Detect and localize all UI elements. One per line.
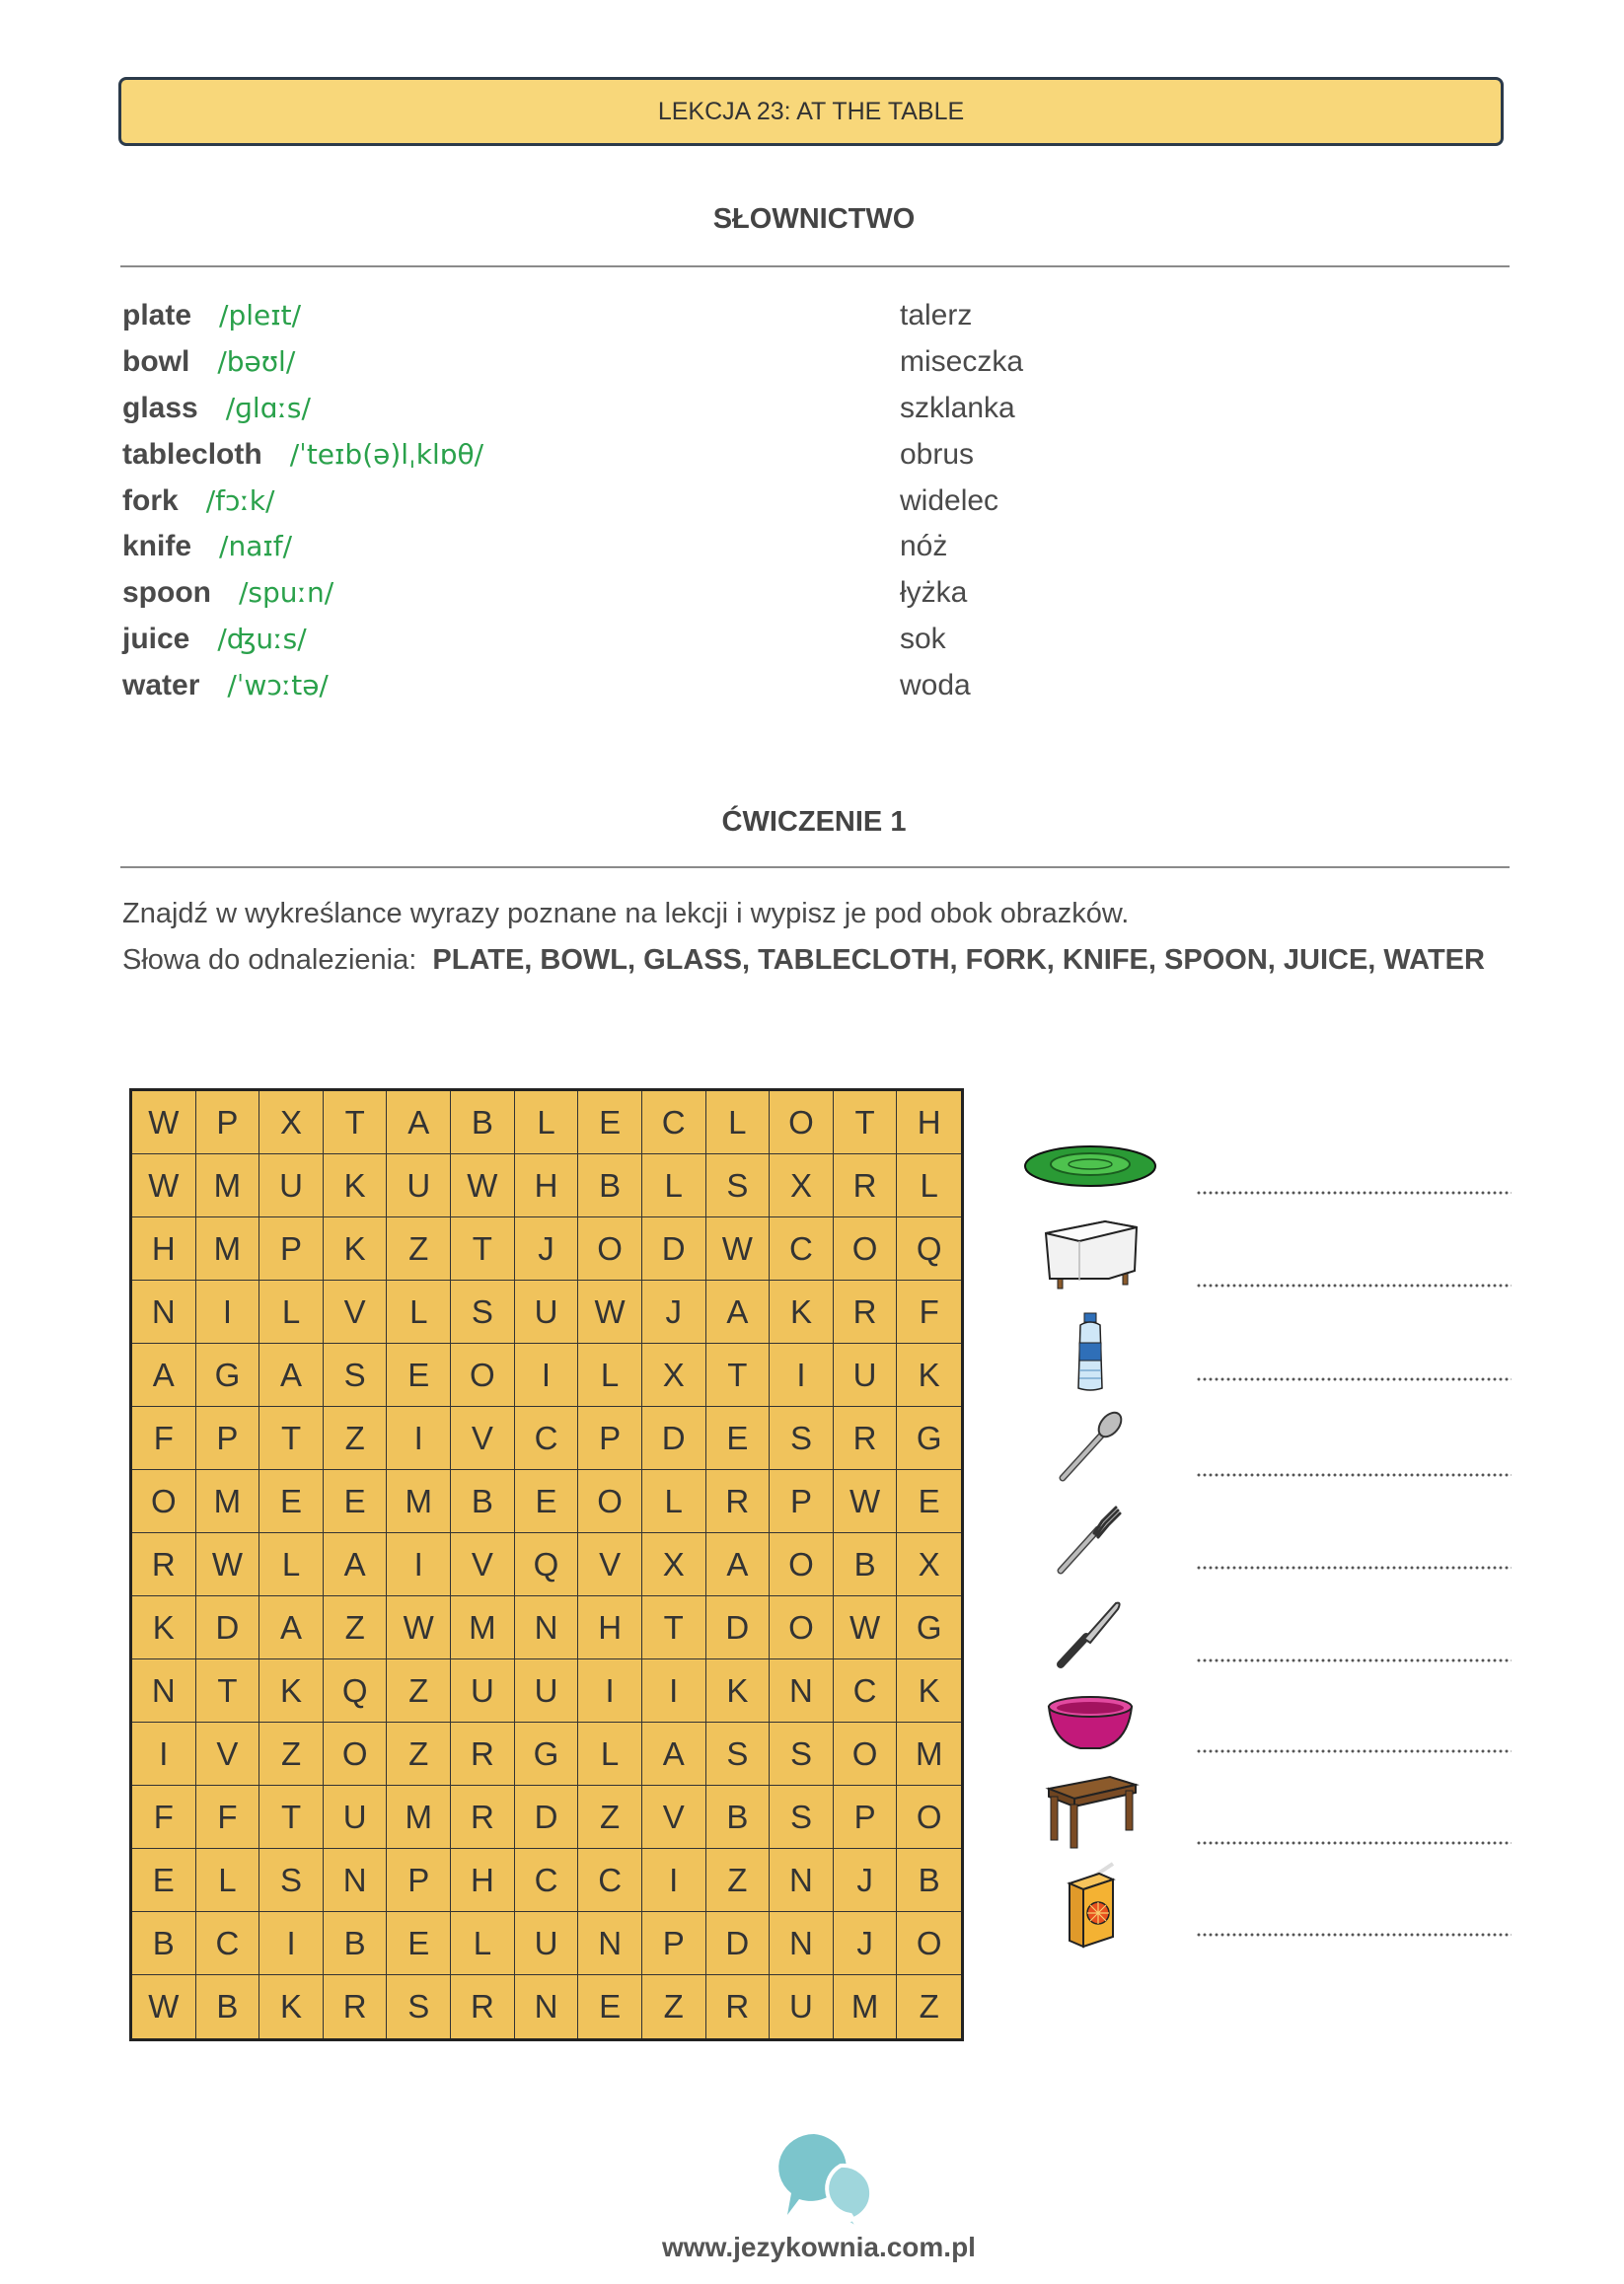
juice-box-icon <box>1016 1867 1164 1946</box>
grid-cell: N <box>515 1975 579 2038</box>
grid-cell: X <box>897 1533 961 1596</box>
grid-cell: Z <box>259 1723 324 1786</box>
grid-cell: T <box>451 1217 515 1281</box>
grid-cell: V <box>642 1786 706 1849</box>
grid-cell: M <box>196 1154 260 1217</box>
grid-cell: O <box>578 1470 642 1533</box>
plate-icon <box>1016 1125 1164 1204</box>
grid-cell: L <box>259 1533 324 1596</box>
grid-cell: W <box>196 1533 260 1596</box>
grid-cell: B <box>897 1849 961 1912</box>
vocab-ipa: /naɪf/ <box>219 530 293 562</box>
grid-cell: S <box>259 1849 324 1912</box>
grid-cell: K <box>897 1344 961 1407</box>
grid-cell: D <box>706 1596 771 1659</box>
grid-cell: V <box>451 1533 515 1596</box>
grid-cell: L <box>387 1281 451 1344</box>
grid-cell: O <box>897 1786 961 1849</box>
grid-cell: W <box>387 1596 451 1659</box>
grid-cell: G <box>897 1596 961 1659</box>
grid-cell: T <box>642 1596 706 1659</box>
grid-cell: G <box>196 1344 260 1407</box>
grid-cell: E <box>387 1912 451 1975</box>
grid-cell: C <box>770 1217 834 1281</box>
grid-cell: R <box>324 1975 388 2038</box>
grid-cell: A <box>259 1596 324 1659</box>
knife-icon <box>1016 1593 1164 1672</box>
grid-cell: I <box>578 1659 642 1723</box>
vocab-ipa: /spuːn/ <box>239 576 334 609</box>
grid-cell: L <box>642 1154 706 1217</box>
grid-cell: R <box>451 1723 515 1786</box>
grid-cell: H <box>515 1154 579 1217</box>
grid-cell: Z <box>324 1596 388 1659</box>
vocab-ipa: /pleɪt/ <box>219 299 302 332</box>
grid-cell: V <box>578 1533 642 1596</box>
exercise-title: ĆWICZENIE 1 <box>721 806 907 838</box>
grid-cell: C <box>578 1849 642 1912</box>
grid-cell: N <box>515 1596 579 1659</box>
grid-cell: C <box>196 1912 260 1975</box>
water-bottle-icon <box>1016 1312 1164 1391</box>
grid-cell: K <box>259 1975 324 2038</box>
grid-cell: N <box>132 1281 196 1344</box>
lesson-title: LEKCJA 23: AT THE TABLE <box>657 97 965 125</box>
grid-cell: X <box>259 1091 324 1154</box>
grid-cell: O <box>834 1217 898 1281</box>
grid-cell: B <box>834 1533 898 1596</box>
grid-cell: L <box>196 1849 260 1912</box>
fork-icon <box>1016 1500 1164 1579</box>
grid-cell: I <box>132 1723 196 1786</box>
grid-cell: M <box>196 1470 260 1533</box>
grid-cell: C <box>834 1659 898 1723</box>
grid-cell: I <box>515 1344 579 1407</box>
grid-cell: A <box>706 1281 771 1344</box>
grid-cell: E <box>578 1091 642 1154</box>
grid-cell: P <box>196 1091 260 1154</box>
exercise-instruction: Znajdź w wykreślance wyrazy poznane na lekcji i wypisz je pod obok obrazków. <box>122 898 1130 929</box>
grid-cell: D <box>706 1912 771 1975</box>
answer-line <box>1196 1840 1512 1846</box>
grid-cell: L <box>897 1154 961 1217</box>
grid-cell: U <box>834 1344 898 1407</box>
grid-cell: I <box>259 1912 324 1975</box>
grid-cell: Q <box>897 1217 961 1281</box>
grid-cell: X <box>770 1154 834 1217</box>
table-icon <box>1016 1771 1164 1850</box>
grid-cell: K <box>770 1281 834 1344</box>
grid-cell: O <box>324 1723 388 1786</box>
grid-cell: C <box>515 1407 579 1470</box>
grid-cell: X <box>642 1533 706 1596</box>
grid-cell: M <box>897 1723 961 1786</box>
grid-cell: I <box>642 1849 706 1912</box>
grid-cell: E <box>578 1975 642 2038</box>
grid-cell: F <box>196 1786 260 1849</box>
grid-cell: B <box>196 1975 260 2038</box>
grid-cell: U <box>451 1659 515 1723</box>
grid-cell: I <box>770 1344 834 1407</box>
grid-cell: S <box>706 1723 771 1786</box>
vocab-ipa: /ʤuːs/ <box>217 623 307 655</box>
grid-cell: R <box>706 1975 771 2038</box>
grid-cell: N <box>578 1912 642 1975</box>
grid-cell: Z <box>324 1407 388 1470</box>
grid-cell: N <box>770 1659 834 1723</box>
grid-cell: O <box>770 1596 834 1659</box>
grid-cell: O <box>132 1470 196 1533</box>
vocab-english: tablecloth <box>122 438 262 471</box>
answer-line <box>1196 1472 1512 1478</box>
vocab-polish: talerz <box>900 299 973 332</box>
grid-cell: B <box>451 1091 515 1154</box>
answer-line <box>1196 1283 1512 1289</box>
word-search-grid <box>129 1088 964 2041</box>
grid-cell: K <box>897 1659 961 1723</box>
grid-cell: A <box>324 1533 388 1596</box>
grid-cell: R <box>834 1281 898 1344</box>
grid-cell: L <box>259 1281 324 1344</box>
grid-cell: C <box>642 1091 706 1154</box>
grid-cell: U <box>515 1281 579 1344</box>
grid-cell: O <box>451 1344 515 1407</box>
grid-cell: Z <box>387 1659 451 1723</box>
vocab-english: bowl <box>122 345 190 378</box>
words-prefix: Słowa do odnalezienia: <box>122 944 417 976</box>
vocab-polish: widelec <box>900 484 999 517</box>
divider <box>120 866 1510 868</box>
grid-cell: M <box>834 1975 898 2038</box>
grid-cell: Z <box>387 1217 451 1281</box>
grid-cell: T <box>324 1091 388 1154</box>
vocab-item <box>122 389 311 428</box>
grid-cell: S <box>706 1154 771 1217</box>
grid-cell: E <box>324 1470 388 1533</box>
grid-cell: K <box>132 1596 196 1659</box>
divider <box>120 265 1510 267</box>
vocab-english: water <box>122 669 200 701</box>
answer-line <box>1196 1565 1512 1571</box>
grid-cell: S <box>451 1281 515 1344</box>
vocab-polish: obrus <box>900 438 975 471</box>
grid-cell: Z <box>387 1723 451 1786</box>
grid-cell: W <box>451 1154 515 1217</box>
grid-cell: P <box>196 1407 260 1470</box>
grid-cell: A <box>387 1091 451 1154</box>
grid-cell: L <box>642 1470 706 1533</box>
grid-cell: W <box>132 1975 196 2038</box>
grid-cell: M <box>196 1217 260 1281</box>
grid-cell: T <box>834 1091 898 1154</box>
grid-cell: J <box>515 1217 579 1281</box>
grid-cell: L <box>578 1723 642 1786</box>
grid-cell: P <box>578 1407 642 1470</box>
vocab-polish: miseczka <box>900 345 1024 378</box>
grid-cell: U <box>515 1912 579 1975</box>
grid-cell: A <box>706 1533 771 1596</box>
grid-cell: S <box>324 1344 388 1407</box>
vocab-item <box>122 435 483 475</box>
grid-cell: K <box>324 1154 388 1217</box>
vocab-polish: szklanka <box>900 392 1015 424</box>
vocab-item <box>122 296 301 335</box>
grid-cell: U <box>770 1975 834 2038</box>
grid-cell: S <box>387 1975 451 2038</box>
grid-cell: D <box>642 1407 706 1470</box>
grid-cell: I <box>642 1659 706 1723</box>
answer-line <box>1196 1748 1512 1754</box>
vocab-item <box>122 620 307 659</box>
grid-cell: O <box>770 1091 834 1154</box>
grid-cell: E <box>132 1849 196 1912</box>
vocab-item <box>122 527 292 566</box>
grid-cell: N <box>770 1849 834 1912</box>
grid-cell: R <box>834 1407 898 1470</box>
grid-cell: R <box>451 1975 515 2038</box>
grid-cell: M <box>387 1786 451 1849</box>
grid-cell: J <box>834 1912 898 1975</box>
grid-cell: J <box>834 1849 898 1912</box>
answer-line <box>1196 1190 1512 1196</box>
grid-cell: L <box>578 1344 642 1407</box>
grid-cell: E <box>897 1470 961 1533</box>
grid-cell: H <box>578 1596 642 1659</box>
grid-cell: S <box>770 1723 834 1786</box>
grid-cell: B <box>132 1912 196 1975</box>
grid-cell: L <box>451 1912 515 1975</box>
vocab-english: knife <box>122 530 192 562</box>
grid-cell: K <box>259 1659 324 1723</box>
lesson-header <box>118 77 1504 146</box>
vocab-english: glass <box>122 392 198 424</box>
grid-cell: Z <box>706 1849 771 1912</box>
vocab-english: fork <box>122 484 179 517</box>
grid-cell: R <box>451 1786 515 1849</box>
vocab-ipa: /ˈwɔːtə/ <box>227 669 329 701</box>
spoon-icon <box>1016 1409 1164 1488</box>
grid-cell: T <box>259 1786 324 1849</box>
grid-cell: O <box>770 1533 834 1596</box>
vocab-polish: nóż <box>900 530 948 562</box>
grid-cell: B <box>324 1912 388 1975</box>
grid-cell: Z <box>919 1988 939 2025</box>
grid-cell: A <box>132 1344 196 1407</box>
grid-cell: R <box>132 1533 196 1596</box>
vocab-polish: sok <box>900 623 946 655</box>
vocab-item <box>122 481 274 521</box>
vocab-polish: woda <box>900 669 971 701</box>
answer-line <box>1196 1658 1512 1663</box>
vocab-ipa: /ˈteɪb(ə)lˌklɒθ/ <box>289 438 484 471</box>
grid-cell: S <box>770 1407 834 1470</box>
grid-cell: V <box>451 1407 515 1470</box>
vocabulary-title: SŁOWNICTWO <box>712 203 916 235</box>
grid-cell: U <box>324 1786 388 1849</box>
bowl-icon <box>1016 1682 1164 1761</box>
grid-cell: W <box>132 1154 196 1217</box>
grid-cell: V <box>196 1723 260 1786</box>
grid-cell: V <box>324 1281 388 1344</box>
grid-cell: T <box>259 1407 324 1470</box>
vocab-ipa: /fɔːk/ <box>205 484 275 517</box>
grid-cell: E <box>515 1470 579 1533</box>
grid-cell: P <box>642 1912 706 1975</box>
grid-cell: E <box>387 1344 451 1407</box>
grid-cell: C <box>515 1849 579 1912</box>
vocab-english: spoon <box>122 576 211 609</box>
vocab-ipa: /bəʊl/ <box>217 345 296 378</box>
grid-cell: J <box>642 1281 706 1344</box>
vocab-item <box>122 666 329 705</box>
grid-cell: L <box>706 1091 771 1154</box>
grid-cell: Q <box>324 1659 388 1723</box>
grid-cell: H <box>897 1091 961 1154</box>
tablecloth-icon <box>1016 1214 1164 1292</box>
grid-cell: W <box>578 1281 642 1344</box>
grid-cell: O <box>834 1723 898 1786</box>
grid-cell: Z <box>642 1975 706 2038</box>
grid-cell: R <box>834 1154 898 1217</box>
grid-cell: N <box>770 1912 834 1975</box>
grid-cell: G <box>515 1723 579 1786</box>
grid-cell: H <box>451 1849 515 1912</box>
grid-cell: W <box>132 1091 196 1154</box>
grid-cell: R <box>706 1470 771 1533</box>
grid-cell: Q <box>515 1533 579 1596</box>
grid-cell: K <box>324 1217 388 1281</box>
grid-cell: T <box>706 1344 771 1407</box>
grid-cell: D <box>515 1786 579 1849</box>
grid-cell: P <box>770 1470 834 1533</box>
grid-cell: E <box>259 1470 324 1533</box>
grid-cell: W <box>834 1596 898 1659</box>
grid-cell: U <box>259 1154 324 1217</box>
vocab-item <box>122 573 333 613</box>
grid-cell: D <box>196 1596 260 1659</box>
grid-cell: F <box>132 1407 196 1470</box>
grid-cell: L <box>515 1091 579 1154</box>
grid-cell: O <box>578 1217 642 1281</box>
grid-cell: P <box>259 1217 324 1281</box>
grid-cell: D <box>642 1217 706 1281</box>
vocab-ipa: /ɡlɑːs/ <box>225 392 311 424</box>
jezykownia-logo <box>760 2126 888 2235</box>
answer-line <box>1196 1932 1512 1938</box>
grid-cell: I <box>196 1281 260 1344</box>
grid-cell: N <box>132 1659 196 1723</box>
grid-cell: M <box>451 1596 515 1659</box>
grid-cell: W <box>834 1470 898 1533</box>
grid-cell: U <box>515 1659 579 1723</box>
grid-cell: K <box>706 1659 771 1723</box>
grid-cell: E <box>706 1407 771 1470</box>
grid-cell: X <box>642 1344 706 1407</box>
grid-cell: S <box>770 1786 834 1849</box>
grid-cell: F <box>897 1281 961 1344</box>
words-list: PLATE, BOWL, GLASS, TABLECLOTH, FORK, KNIFE, SPOON, JUICE, WATER <box>432 944 1485 976</box>
vocab-item <box>122 342 295 382</box>
grid-cell: T <box>196 1659 260 1723</box>
grid-cell: O <box>897 1912 961 1975</box>
grid-cell: P <box>834 1786 898 1849</box>
answer-line <box>1196 1376 1512 1382</box>
grid-cell: H <box>132 1217 196 1281</box>
grid-cell: I <box>387 1407 451 1470</box>
grid-cell: U <box>387 1154 451 1217</box>
grid-cell: A <box>259 1344 324 1407</box>
vocab-english: juice <box>122 623 190 655</box>
grid-cell: B <box>578 1154 642 1217</box>
grid-cell: Z <box>578 1786 642 1849</box>
grid-cell: A <box>642 1723 706 1786</box>
vocab-english: plate <box>122 299 192 332</box>
grid-cell: F <box>132 1786 196 1849</box>
grid-cell: W <box>706 1217 771 1281</box>
grid-cell: M <box>387 1470 451 1533</box>
words-to-find <box>122 944 1485 977</box>
grid-cell: N <box>324 1849 388 1912</box>
vocab-polish: łyżka <box>900 576 968 609</box>
grid-cell: G <box>897 1407 961 1470</box>
footer-url: www.jezykownia.com.pl <box>662 2232 976 2262</box>
grid-cell: I <box>387 1533 451 1596</box>
grid-cell: B <box>451 1470 515 1533</box>
grid-cell: P <box>387 1849 451 1912</box>
grid-cell: B <box>706 1786 771 1849</box>
